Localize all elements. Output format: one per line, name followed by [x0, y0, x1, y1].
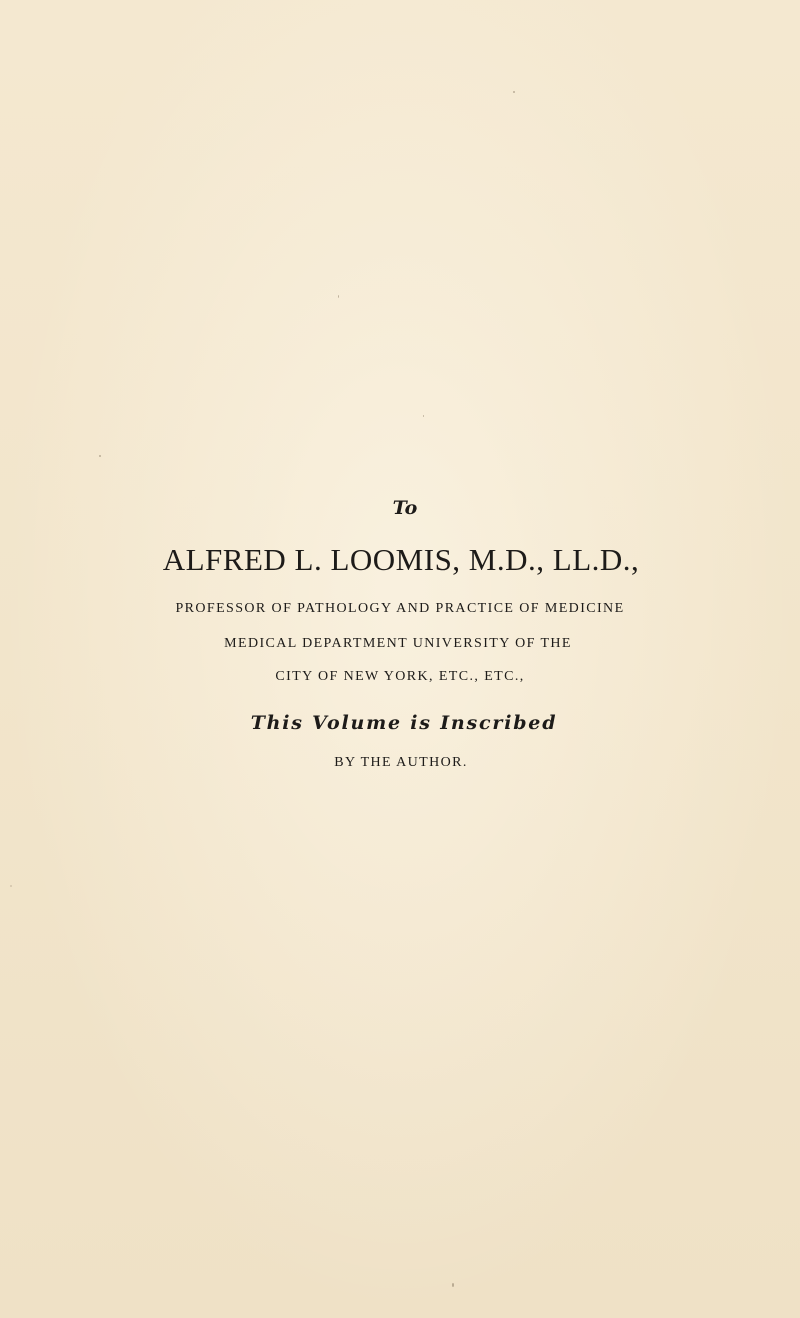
paper-speck: [99, 455, 101, 457]
dedicatee-title-line-3: CITY OF NEW YORK, ETC., ETC.,: [275, 669, 525, 684]
paper-speck: [452, 1283, 454, 1287]
dedicatee-name: ALFRED L. LOOMIS, M.D., LL.D.,: [162, 542, 640, 577]
dedication-to: To: [392, 497, 418, 519]
dedicatee-title-line-2: MEDICAL DEPARTMENT UNIVERSITY OF THE: [224, 636, 572, 651]
paper-speck: [513, 91, 515, 93]
paper-speck: [423, 415, 424, 417]
paper-speck: [10, 885, 12, 887]
dedicatee-title-line-1: PROFESSOR OF PATHOLOGY AND PRACTICE OF MEDICINE: [175, 601, 625, 616]
byline: BY THE AUTHOR.: [334, 755, 468, 770]
inscription-line: This Volume is Inscribed: [250, 712, 558, 734]
paper-speck: [338, 295, 339, 298]
